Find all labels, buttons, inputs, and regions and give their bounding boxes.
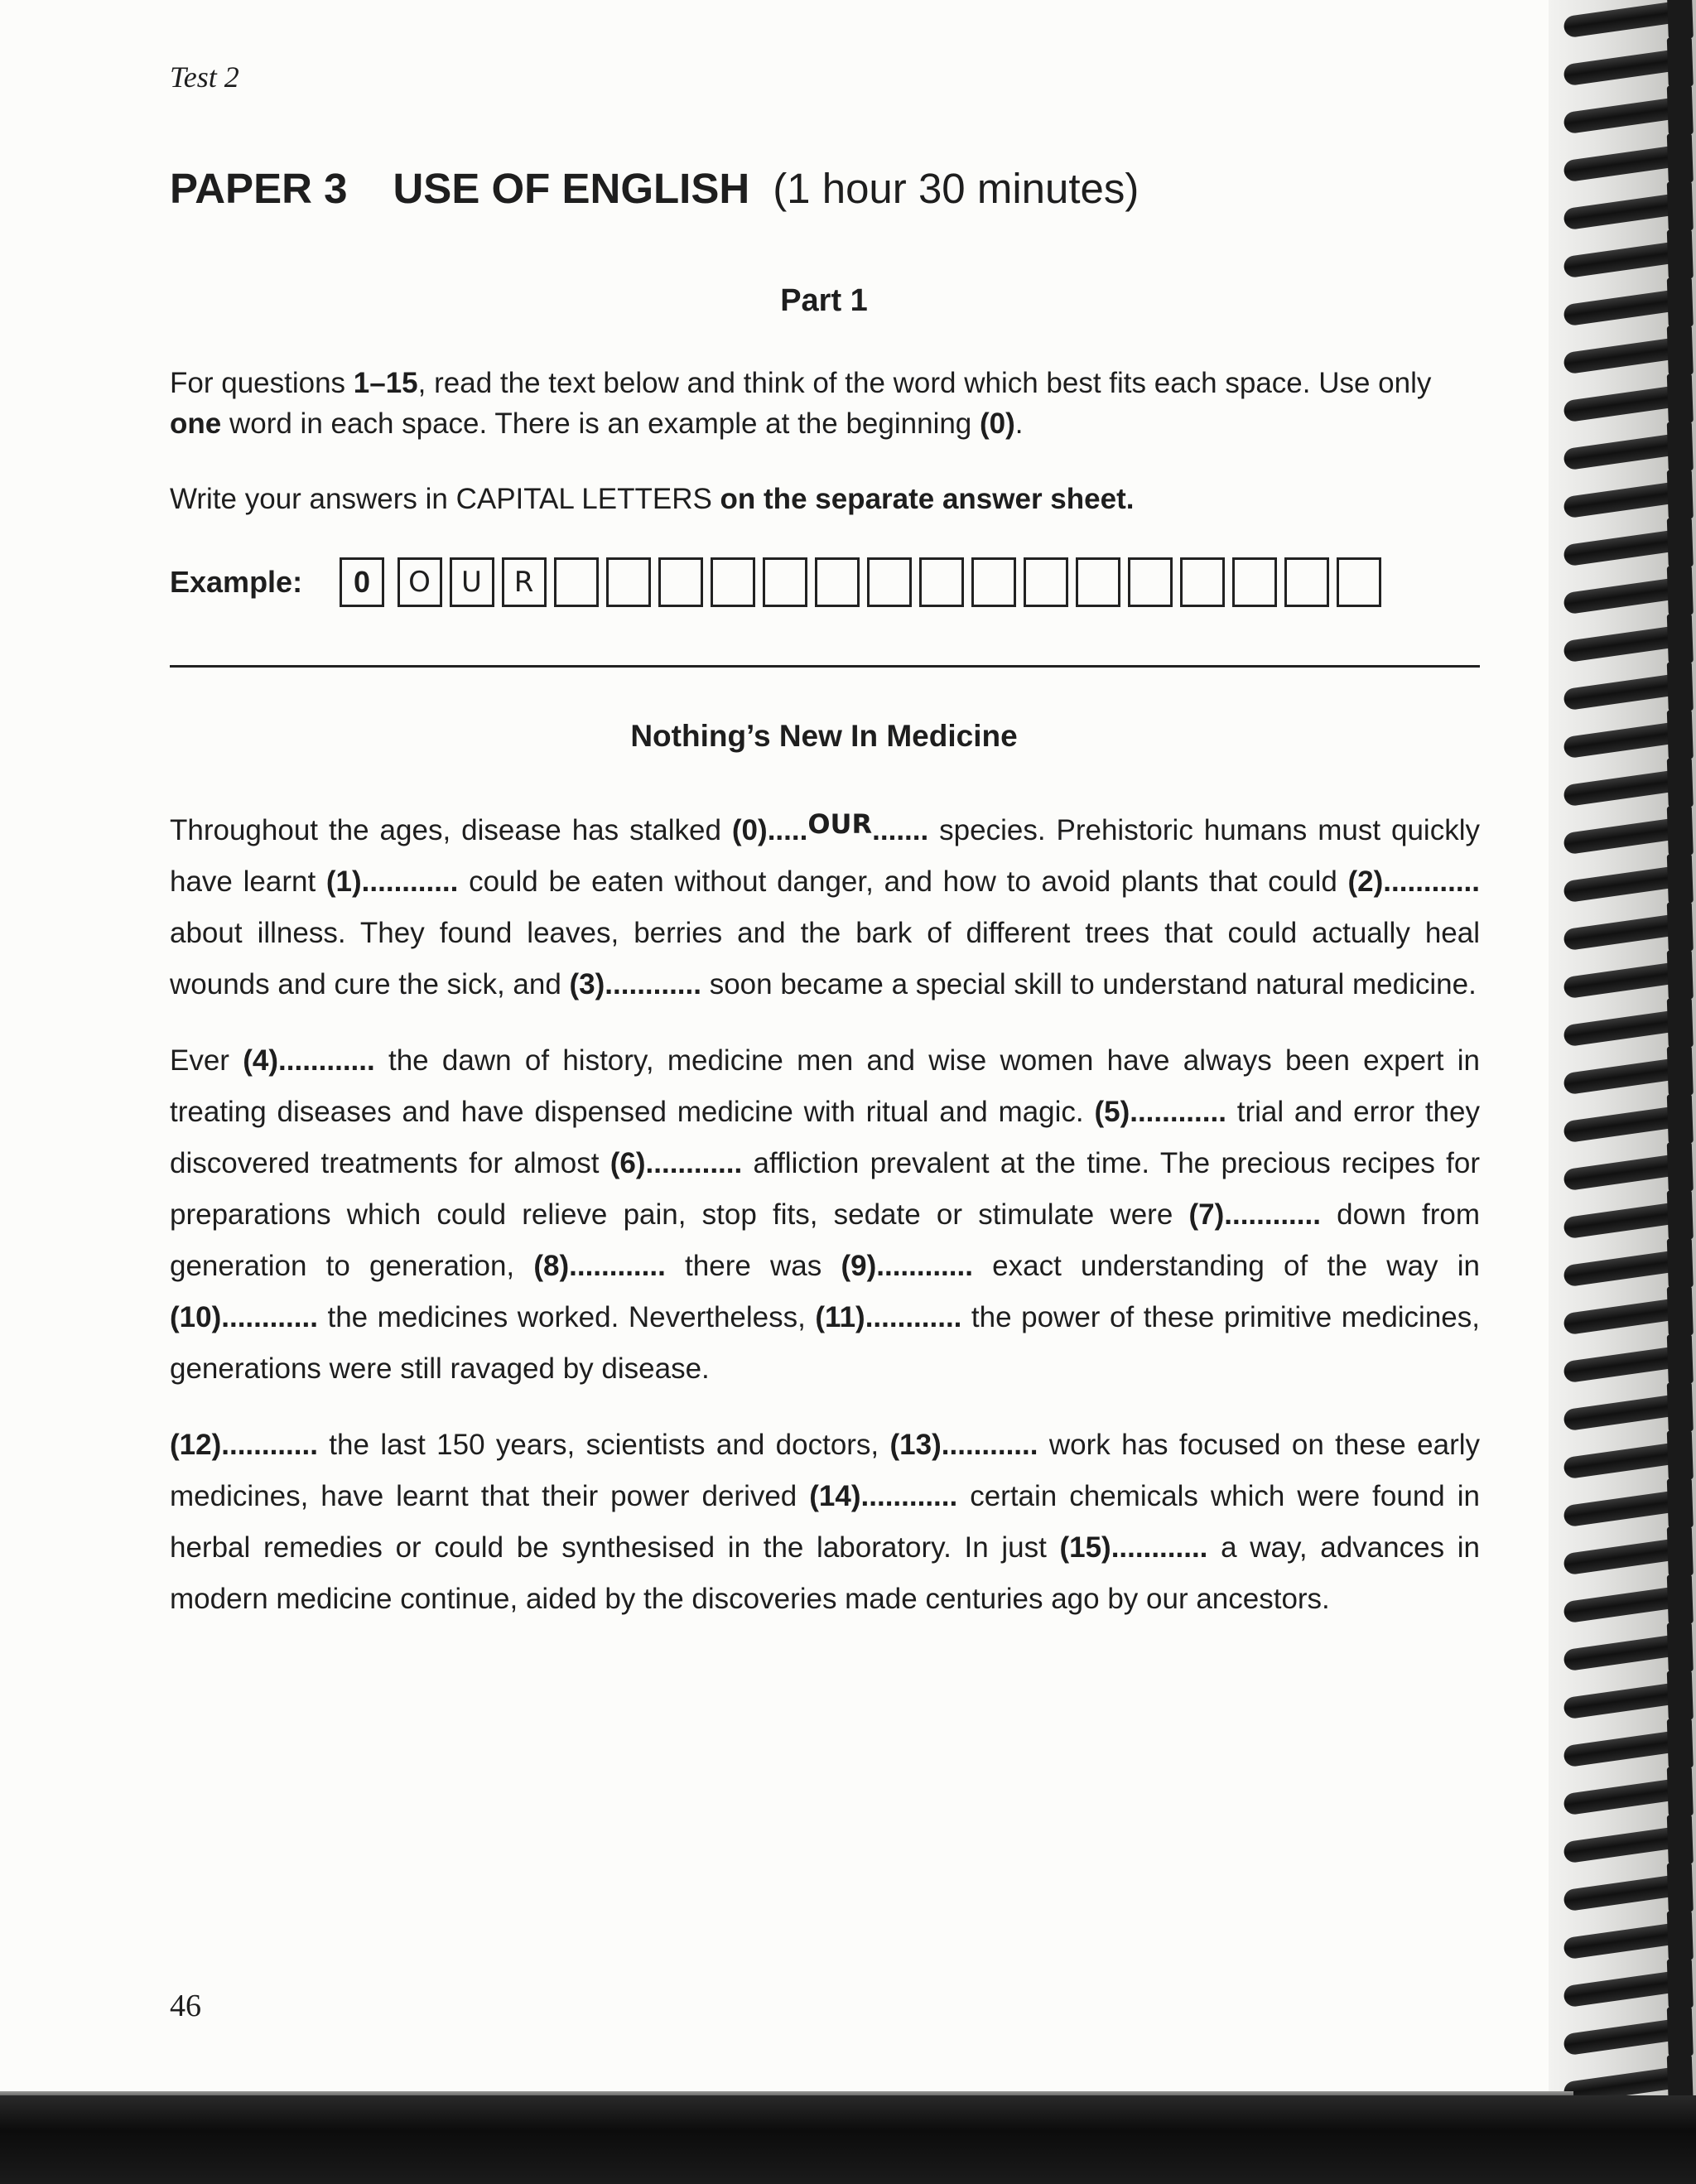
gap-12: (12)............	[170, 1429, 318, 1461]
spiral-coil	[1563, 240, 1689, 279]
passage-paragraph-2: Ever (4)............ the dawn of history, medicine men and wise women have always been expert in treating diseases and have dispensed medicine with ritual and magic. (5)............ trial and error they discovered treatments for almost (6)............ affliction prevalent at the time. The precious recipes for preparations which could relieve pain, stop fits, sedate or stimulate were (7)............ down from generation to generation, (8)............ there was (9)............ exact understanding of the way in (10)............ the medicines worked. Nevertheless, (11)............ the power of these primitive medicines, generations were still ravaged by disease.	[170, 1044, 1481, 1385]
section-divider	[170, 665, 1480, 668]
gap-8: (8)............	[533, 1250, 666, 1282]
example-ref: (0)	[980, 407, 1015, 440]
answer-letter-box: R	[502, 557, 547, 607]
empty-answer-box	[1024, 557, 1068, 607]
empty-answer-box	[1284, 557, 1329, 607]
spiral-coil	[1563, 1537, 1689, 1576]
instructions	[170, 363, 1482, 515]
spiral-coil	[1563, 1249, 1689, 1288]
gap-7: (7)............	[1188, 1198, 1321, 1231]
gap-15: (15)............	[1059, 1531, 1208, 1564]
spiral-coil	[1563, 1153, 1689, 1192]
spiral-coil	[1563, 2018, 1689, 2056]
spiral-coil	[1563, 1777, 1689, 1816]
empty-answer-box	[554, 557, 599, 607]
example-row	[170, 555, 1389, 610]
empty-answer-box	[815, 557, 860, 607]
passage-paragraph-1: Throughout the ages, disease has stalked (0).....OUR....... species. Prehistoric humans must quickly have learnt (1)............ could be eaten without danger, and how to avoid plants that could (2)............ about illness. They found leaves, berries and the bark of different trees that could actually heal wounds and cure the sick, and (3)............ soon became a special skill to understand natural medicine.	[170, 808, 1480, 1000]
gap-6: (6)............	[610, 1147, 743, 1179]
empty-answer-box	[1232, 557, 1277, 607]
spiral-coil	[1563, 624, 1689, 663]
spiral-coil	[1563, 817, 1689, 856]
spiral-coil	[1563, 1009, 1689, 1048]
spiral-coil	[1563, 1201, 1689, 1240]
write-instructions: Write your answers in CAPITAL LETTERS on the separate answer sheet.	[170, 483, 1135, 515]
gap-4: (4)............	[243, 1044, 375, 1077]
spiral-coil	[1563, 576, 1689, 615]
part-title: Part 1	[780, 283, 868, 318]
empty-answer-box	[971, 557, 1016, 607]
spiral-binding	[1549, 0, 1696, 2120]
instructions-paragraph: For questions 1–15, read the text below and think of the word which best fits each space. Use only one word in each space. There is an example at the beginning (0).	[170, 367, 1432, 440]
empty-answer-box	[1128, 557, 1173, 607]
gap-10: (10)............	[170, 1301, 318, 1333]
paper-title	[170, 164, 1139, 213]
empty-answer-box	[1337, 557, 1381, 607]
passage-text	[170, 805, 1480, 1650]
gap-2: (2)............	[1347, 865, 1480, 898]
one-word-emphasis: one	[170, 407, 222, 440]
answer-letter-box: U	[450, 557, 494, 607]
gap-3: (3)............	[569, 968, 701, 1000]
gap-13: (13)............	[889, 1429, 1038, 1461]
spiral-coil	[1563, 913, 1689, 952]
spiral-coil	[1563, 1633, 1689, 1672]
spiral-coil	[1563, 769, 1689, 808]
spiral-coil	[1563, 1921, 1689, 1960]
empty-answer-box	[1180, 557, 1225, 607]
example-label: Example:	[170, 565, 303, 599]
empty-answer-box	[606, 557, 651, 607]
spiral-coil	[1563, 1297, 1689, 1336]
spiral-coil	[1563, 384, 1689, 423]
spiral-coil	[1563, 721, 1689, 759]
gap-1: (1)............	[325, 865, 459, 898]
spiral-coil	[1563, 1345, 1689, 1384]
paper-number: PAPER 3	[170, 165, 348, 212]
spiral-coil	[1563, 192, 1689, 231]
paper-name: USE OF ENGLISH	[393, 165, 750, 212]
spiral-coil	[1563, 432, 1689, 471]
spiral-coil	[1563, 48, 1689, 87]
empty-answer-box	[867, 557, 912, 607]
empty-answer-box	[763, 557, 807, 607]
spiral-coil	[1563, 0, 1689, 38]
answer-boxes	[340, 557, 1389, 607]
question-number-box: 0	[340, 557, 384, 607]
spiral-coil	[1563, 480, 1689, 519]
gap-9: (9)............	[841, 1250, 973, 1282]
spiral-coil	[1563, 1825, 1689, 1864]
empty-answer-box	[1076, 557, 1120, 607]
spiral-coil	[1563, 336, 1689, 375]
test-label: Test 2	[170, 60, 239, 94]
passage-paragraph-3: (12)............ the last 150 years, scientists and doctors, (13)............ work has focused on these early medicines, have learnt that their power derived (14)............ certain chemicals which were found in herbal remedies or could be synthesised in the laboratory. In just (15)............ a way, advances in modern medicine continue, aided by the discoveries made centuries ago by our ancestors.	[170, 1429, 1480, 1615]
bottom-shadow	[0, 2095, 1696, 2184]
spiral-coil	[1563, 673, 1689, 711]
empty-answer-box	[919, 557, 964, 607]
question-range: 1–15	[353, 367, 418, 399]
spiral-coil	[1563, 528, 1689, 567]
spiral-coil	[1563, 1585, 1689, 1624]
spiral-coil	[1563, 288, 1689, 327]
gap-14: (14)............	[809, 1480, 958, 1512]
spiral-coil	[1563, 1441, 1689, 1480]
spiral-coil	[1563, 1393, 1689, 1432]
gap-5: (5)............	[1094, 1096, 1226, 1128]
paper-duration: (1 hour 30 minutes)	[773, 165, 1140, 212]
empty-answer-box	[658, 557, 703, 607]
spiral-coil	[1563, 865, 1689, 904]
spiral-coil	[1563, 1681, 1689, 1720]
empty-answer-box	[711, 557, 755, 607]
example-answer: OUR	[807, 808, 873, 840]
passage-title: Nothing’s New In Medicine	[630, 719, 1018, 753]
spiral-coil	[1563, 1969, 1689, 2008]
answer-sheet-emphasis: on the separate answer sheet.	[720, 483, 1135, 515]
spiral-coil	[1563, 144, 1689, 183]
spiral-coil	[1563, 961, 1689, 1000]
spiral-coil	[1563, 1105, 1689, 1144]
gap-0: (0).....OUR.......	[731, 808, 940, 846]
spiral-coil	[1563, 1057, 1689, 1096]
spiral-coil	[1563, 96, 1689, 135]
page-number: 46	[170, 1989, 201, 2023]
answer-letter-box: O	[398, 557, 442, 607]
spiral-coil	[1563, 1873, 1689, 1912]
spiral-coil	[1563, 1489, 1689, 1528]
spiral-coil	[1563, 1729, 1689, 1768]
gap-11: (11)............	[815, 1301, 962, 1333]
